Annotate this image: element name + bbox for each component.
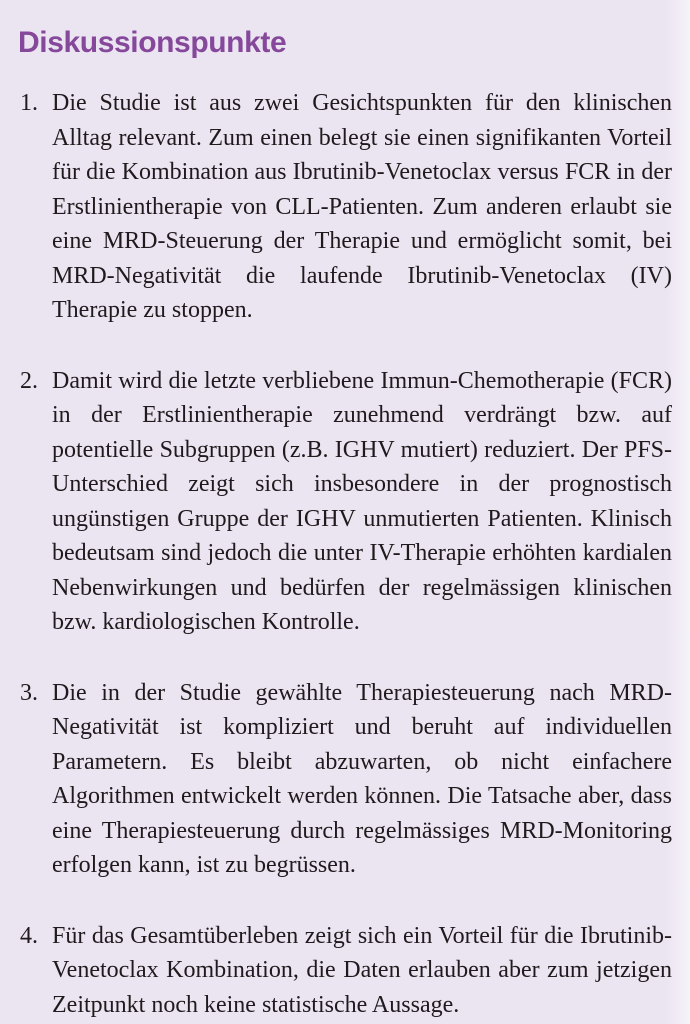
page-title: Diskussionspunkte — [18, 26, 287, 59]
item-text: Die Studie ist aus zwei Gesichtspunkten für den klinischen Alltag relevant. Zum einen belegt sie einen signifikanten Vorteil für die Kombination aus Ibrutinib-Venetoclax versus FCR in der Erstlinientherapie von CLL-Patienten. Zum anderen erlaubt sie eine MRD-Steuerung der Therapie und ermöglicht somit, bei MRD-Negativität die laufende Ibrutinib-Venetoclax (IV) Therapie zu stoppen. — [52, 90, 672, 323]
item-text: Für das Gesamtüberleben zeigt sich ein Vorteil für die Ibrutinib-Venetoclax Kombination, die Daten erlauben aber zum jetzigen Zeitpunkt noch keine statistische Aussage. — [52, 922, 672, 1018]
discussion-list — [18, 86, 672, 1022]
item-text: Damit wird die letzte verbliebene Immun-Chemotherapie (FCR) in der Erstlinientherapie zunehmend verdrängt bzw. auf potentielle Subgruppen (z.B. IGHV mutiert) reduziert. Der PFS-Unterschied zeigt sich insbesondere in der prognostisch ungünstigen Gruppe der IGHV unmutierten Patienten. Klinisch bedeutsam sind jedoch die unter IV-Therapie erhöhten kardialen Nebenwirkungen und bedürfen der regelmässigen klinischen bzw. kardiologischen Kontrolle. — [52, 367, 672, 635]
list-item — [18, 364, 672, 640]
item-number: 2. — [20, 367, 38, 394]
list-item — [18, 86, 672, 328]
item-number: 1. — [20, 90, 38, 116]
list-item — [18, 676, 672, 883]
list-item — [18, 919, 672, 1023]
item-number: 4. — [20, 922, 38, 949]
item-text: Die in der Studie gewählte Therapiesteuerung nach MRD-Negativität ist kompliziert und beruht auf individuellen Parametern. Es bleibt abzuwarten, ob nicht einfachere Algorithmen entwickelt werden können. Die Tatsache aber, dass eine Therapiesteuerung durch regelmässiges MRD-Monitoring erfolgen kann, ist zu begrüssen. — [52, 679, 672, 878]
item-number: 3. — [20, 679, 38, 706]
